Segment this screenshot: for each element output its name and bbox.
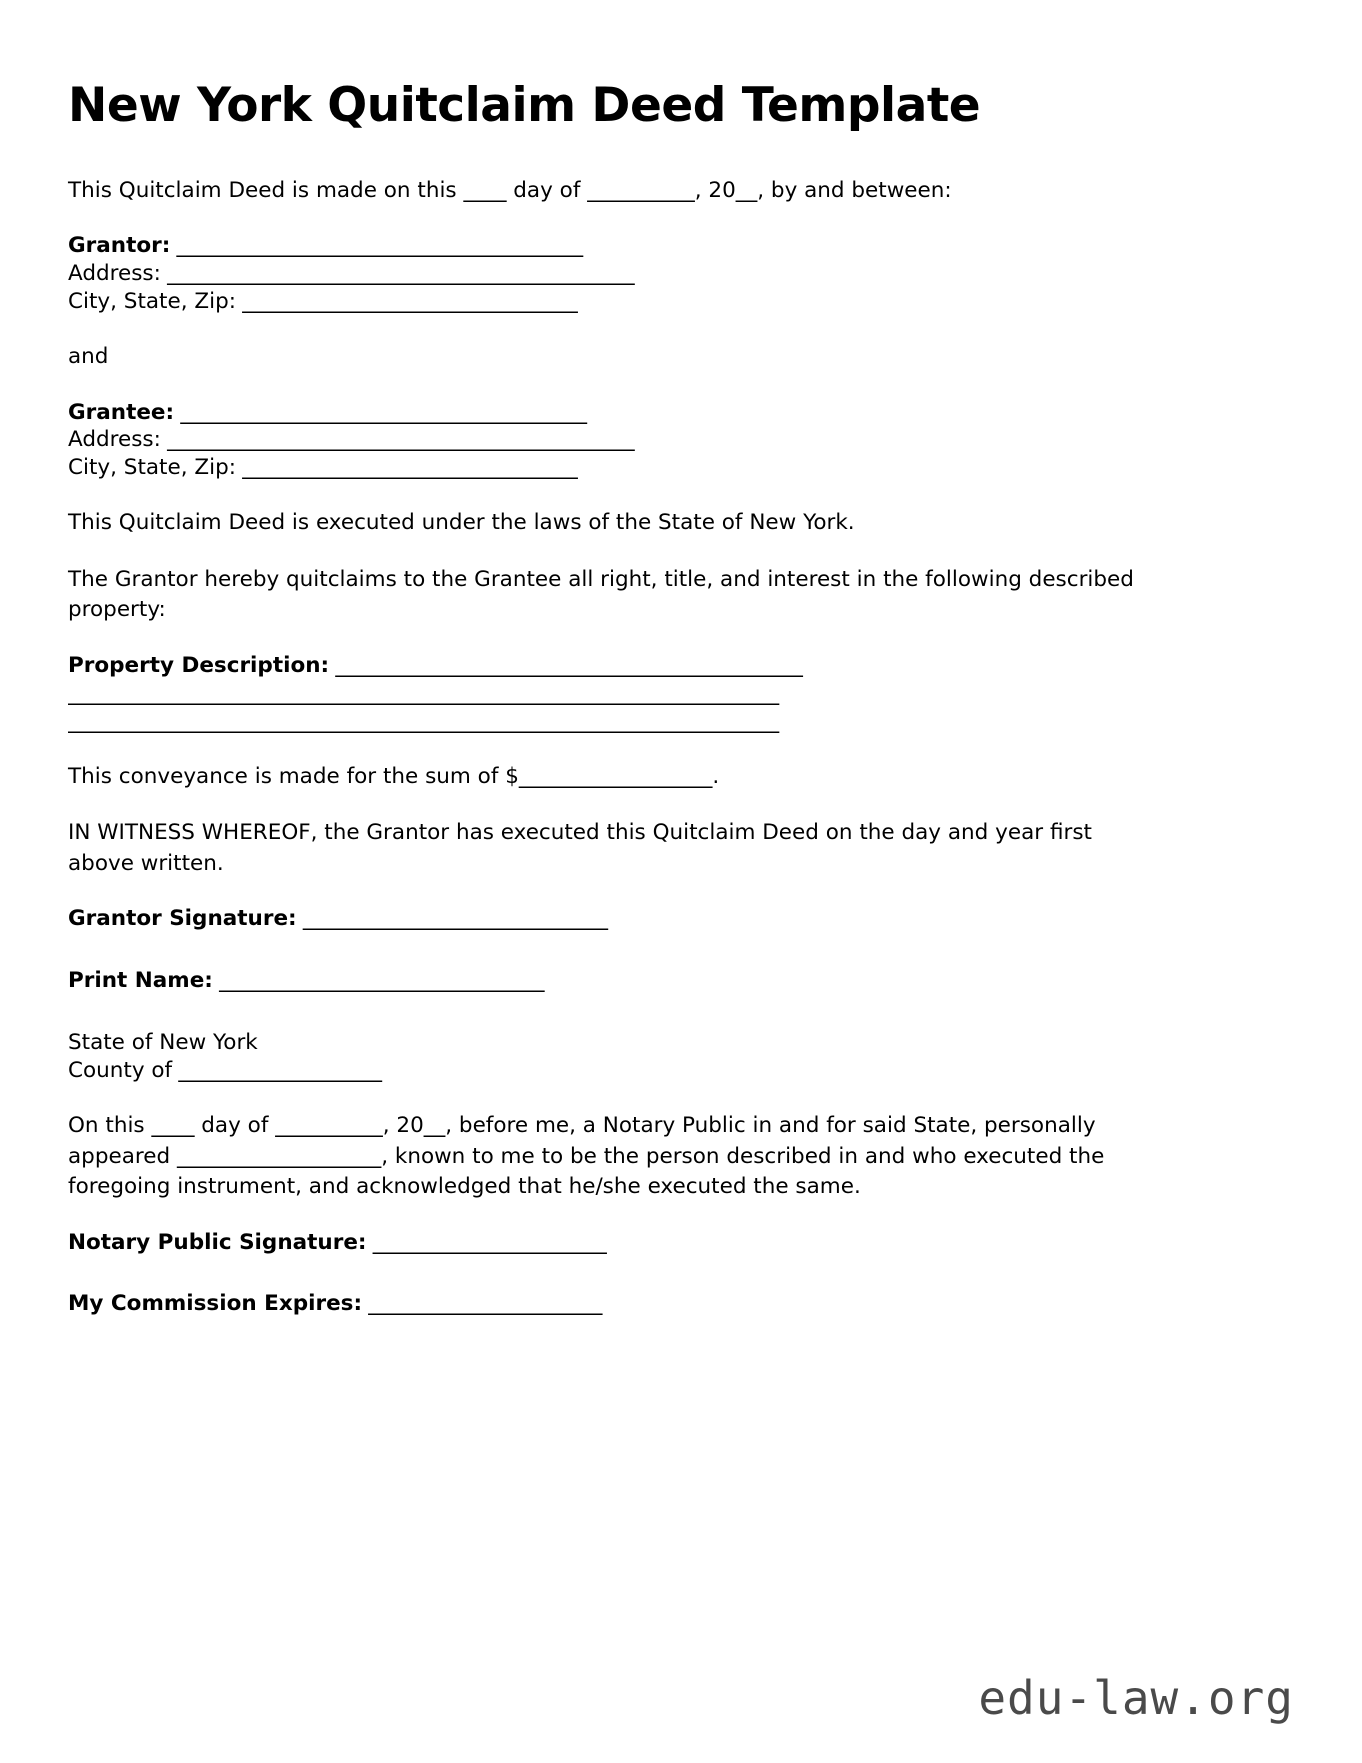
grantor-name-blank[interactable]: ________________________________________: [170, 233, 583, 259]
grantee-name-line: [68, 399, 1290, 427]
commission-expires-line: [68, 1290, 1290, 1318]
grantee-name-blank[interactable]: ________________________________________: [174, 399, 587, 425]
print-name-line: [68, 967, 1290, 995]
grantor-city-label: City, State, Zip:: [68, 289, 236, 315]
grantor-block: [68, 232, 1290, 316]
property-description-block: [68, 652, 1290, 736]
grantor-address-blank[interactable]: ______________________________________________: [160, 261, 635, 287]
property-extra-line-1[interactable]: ______________________________________________________________________: [68, 680, 779, 706]
commission-expires-blank[interactable]: _______________________: [362, 1291, 602, 1317]
intro-paragraph: This Quitclaim Deed is made on this ____ day of __________, 20__, by and between:: [68, 177, 952, 203]
governing-law-paragraph: This Quitclaim Deed is executed under the laws of the State of New York.: [68, 510, 855, 536]
grantor-name-label: Grantor:: [68, 233, 171, 259]
notary-county-label: County of: [68, 1058, 173, 1084]
grantee-address-line: [68, 426, 1290, 454]
sum-paragraph: This conveyance is made for the sum of $__________________.: [68, 763, 720, 789]
print-name-label: Print Name:: [68, 968, 213, 994]
page-title: New York Quitclaim Deed Template: [68, 78, 981, 133]
grantee-address-label: Address:: [68, 427, 161, 453]
grantor-address-label: Address:: [68, 261, 161, 287]
grantor-city-line: [68, 288, 1290, 316]
property-description-label: Property Description:: [68, 652, 330, 678]
grantee-city-label: City, State, Zip:: [68, 455, 236, 481]
notary-state-line: State of New York: [68, 1030, 258, 1056]
acknowledgment-paragraph: On this ____ day of __________, 20__, before me, a Notary Public in and for said State, personally appeared ___________________, known to me to be the person described in and who executed the foregoing instrument, and acknowledged that he/she executed the same.: [68, 1113, 1105, 1200]
property-description-line: [68, 652, 1290, 680]
grantor-signature-line: [68, 905, 1290, 933]
witness-clause-paragraph: IN WITNESS WHEREOF, the Grantor has executed this Quitclaim Deed on the day and year first above written.: [68, 820, 1092, 876]
grantee-block: [68, 399, 1290, 483]
property-extra-line-2[interactable]: ______________________________________________________________________: [68, 708, 779, 734]
notary-county-blank[interactable]: ____________________: [172, 1058, 382, 1084]
grantor-address-line: [68, 260, 1290, 288]
property-description-blank[interactable]: ______________________________________________: [329, 652, 803, 678]
grantee-city-blank[interactable]: _________________________________: [235, 455, 578, 481]
grantor-signature-label: Grantor Signature:: [68, 906, 297, 932]
notary-county-line: [68, 1057, 1290, 1085]
conjunction-and: and: [68, 344, 109, 370]
notary-signature-line: [68, 1229, 1290, 1257]
grantee-city-line: [68, 454, 1290, 482]
grantee-name-label: Grantee:: [68, 399, 175, 425]
print-name-blank[interactable]: ________________________________: [212, 968, 544, 994]
grantor-signature-blank[interactable]: ______________________________: [296, 906, 608, 932]
grantor-name-line: [68, 232, 1290, 260]
conveyance-clause-paragraph: The Grantor hereby quitclaims to the Grantee all right, title, and interest in the following described property:: [68, 566, 1134, 623]
notary-signature-blank[interactable]: _______________________: [366, 1229, 607, 1255]
grantor-city-blank[interactable]: _________________________________: [235, 289, 578, 315]
notary-venue-block: [68, 1029, 1290, 1085]
site-watermark: edu-law.org: [978, 1671, 1294, 1725]
notary-signature-label: Notary Public Signature:: [68, 1229, 367, 1255]
commission-expires-label: My Commission Expires:: [68, 1291, 363, 1317]
grantee-address-blank[interactable]: ______________________________________________: [160, 427, 635, 453]
